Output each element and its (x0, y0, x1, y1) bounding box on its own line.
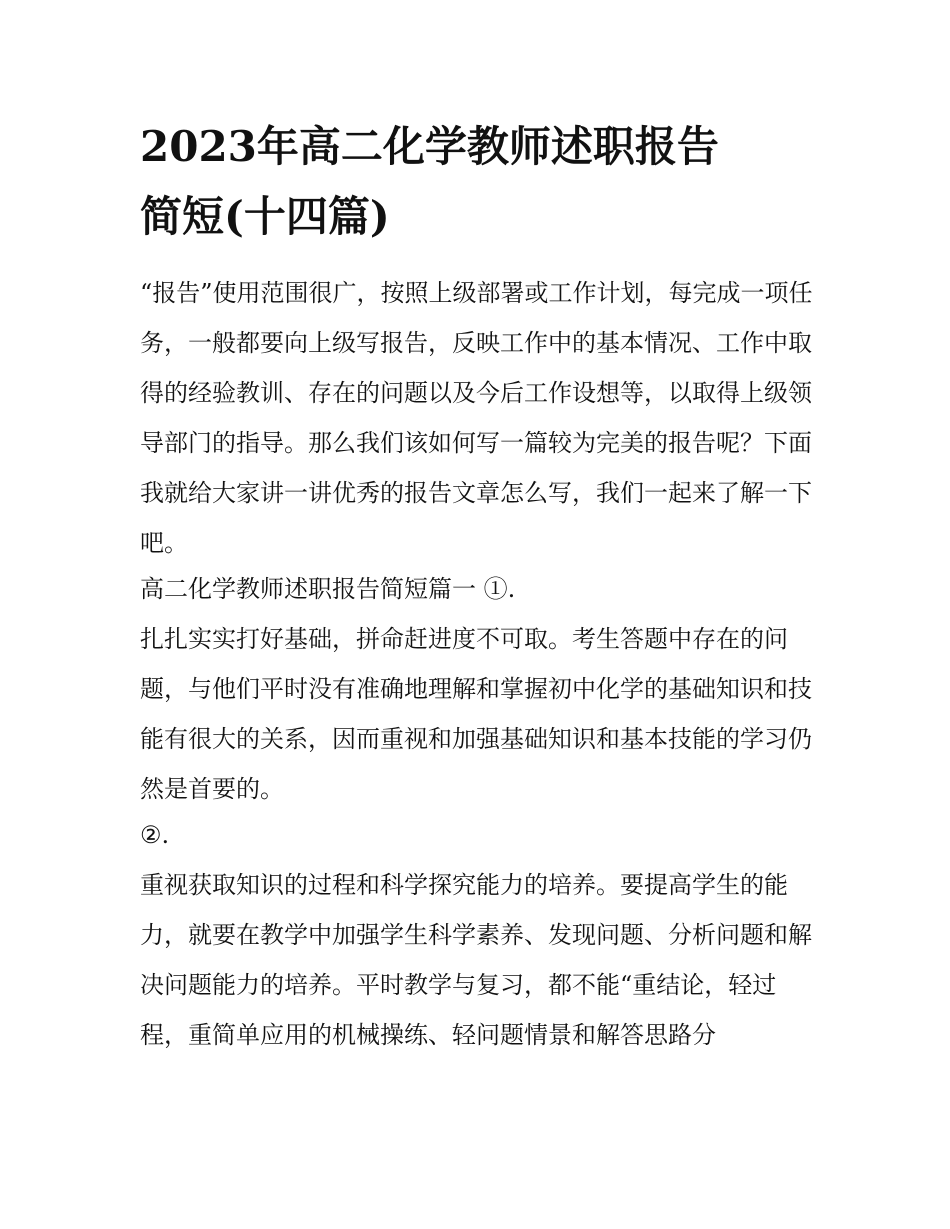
document-title (140, 112, 820, 252)
intro-paragraph: “报告”使用范围很广，按照上级部署或工作计划，每完成一项任务，一般都要向上级写报告，反映工作中的基本情况、工作中取得的经验教训、存在的问题以及今后工作设想等，以取得上级领导部门的指导。那么我们该如何写一篇较为完美的报告呢？下面我就给大家讲一讲优秀的报告文章怎么写，我们一起来了解一下吧。 (140, 279, 813, 557)
point-2-paragraph: 重视获取知识的过程和科学探究能力的培养。要提高学生的能力，就要在教学中加强学生科学素养、发现问题、分析问题和解决问题能力的培养。平时教学与复习，都不能“重结论，轻过程，重简单应用的机械操练、轻问题情景和解答思路分 (140, 871, 812, 1049)
document-content (140, 112, 820, 1060)
section-heading: 高二化学教师述职报告简短篇一 ①. (140, 575, 516, 603)
title-line-1: 2023年高二化学教师述职报告 (140, 122, 719, 171)
title-line-2: 简短(十四篇) (140, 192, 390, 241)
point-1-paragraph: 扎扎实实打好基础，拼命赶进度不可取。考生答题中存在的问题，与他们平时没有准确地理解和掌握初中化学的基础知识和技能有很大的关系，因而重视和加强基础知识和基本技能的学习仍然是首要的。 (140, 625, 812, 803)
point-2-label: ②. (140, 821, 170, 849)
